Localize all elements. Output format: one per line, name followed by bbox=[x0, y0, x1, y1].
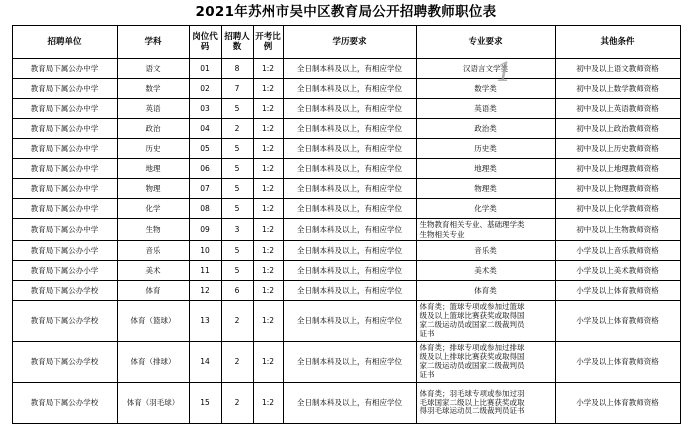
cell-count: 5 bbox=[221, 260, 253, 280]
cell-code: 03 bbox=[189, 99, 221, 119]
cell-education: 全日制本科及以上，有相应学位 bbox=[283, 280, 416, 300]
cell-unit: 教育局下属公办小学 bbox=[12, 260, 117, 280]
cell-other: 小学及以上体育教师资格 bbox=[555, 300, 680, 341]
cell-count: 5 bbox=[221, 99, 253, 119]
cell-other: 初中及以上生物教师资格 bbox=[555, 219, 680, 241]
cell-major: 体育类；篮球专项或参加过篮球 级及以上篮球比赛获奖或取得国 家二级运动员或国家二级裁判员 证书 bbox=[416, 300, 555, 341]
cell-ratio: 1:2 bbox=[253, 139, 283, 159]
table-row bbox=[12, 300, 680, 341]
cell-unit: 教育局下属公办中学 bbox=[12, 59, 117, 79]
cell-major: 生物教育相关专业、基础理学类 生物相关专业 bbox=[416, 219, 555, 241]
cell-ratio: 1:2 bbox=[253, 119, 283, 139]
table-body bbox=[12, 59, 680, 424]
cell-major: 数学类 bbox=[416, 79, 555, 99]
cell-major: 音乐类 bbox=[416, 240, 555, 260]
cell-code: 04 bbox=[189, 119, 221, 139]
cell-other: 小学及以上音乐教师资格 bbox=[555, 240, 680, 260]
table-row bbox=[12, 219, 680, 241]
cell-subject: 物理 bbox=[117, 179, 189, 199]
column-header-education: 学历要求 bbox=[283, 26, 416, 59]
cell-count: 5 bbox=[221, 240, 253, 260]
cell-code: 09 bbox=[189, 219, 221, 241]
cell-subject: 地理 bbox=[117, 159, 189, 179]
cell-education: 全日制本科及以上，有相应学位 bbox=[283, 382, 416, 423]
cell-ratio: 1:2 bbox=[253, 300, 283, 341]
table-row bbox=[12, 260, 680, 280]
cell-subject: 政治 bbox=[117, 119, 189, 139]
cell-ratio: 1:2 bbox=[253, 79, 283, 99]
cell-education: 全日制本科及以上，有相应学位 bbox=[283, 240, 416, 260]
cell-unit: 教育局下属公办中学 bbox=[12, 199, 117, 219]
cell-subject: 美术 bbox=[117, 260, 189, 280]
table-row bbox=[12, 139, 680, 159]
column-header-count: 招聘人数 bbox=[221, 26, 253, 59]
table-row bbox=[12, 119, 680, 139]
cell-education: 全日制本科及以上，有相应学位 bbox=[283, 139, 416, 159]
cell-unit: 教育局下属公办学校 bbox=[12, 300, 117, 341]
cell-unit: 教育局下属公办中学 bbox=[12, 219, 117, 241]
table-row bbox=[12, 79, 680, 99]
cell-unit: 教育局下属公办学校 bbox=[12, 280, 117, 300]
cell-education: 全日制本科及以上，有相应学位 bbox=[283, 59, 416, 79]
cell-code: 06 bbox=[189, 159, 221, 179]
cell-subject: 英语 bbox=[117, 99, 189, 119]
cell-major: 政治类 bbox=[416, 119, 555, 139]
column-header-ratio: 开考比例 bbox=[253, 26, 283, 59]
watermark-number: 1 bbox=[496, 58, 513, 88]
cell-count: 6 bbox=[221, 280, 253, 300]
cell-code: 11 bbox=[189, 260, 221, 280]
cell-subject: 化学 bbox=[117, 199, 189, 219]
cell-subject: 数学 bbox=[117, 79, 189, 99]
cell-count: 2 bbox=[221, 119, 253, 139]
cell-ratio: 1:2 bbox=[253, 240, 283, 260]
cell-code: 12 bbox=[189, 280, 221, 300]
cell-education: 全日制本科及以上，有相应学位 bbox=[283, 79, 416, 99]
cell-major: 物理类 bbox=[416, 179, 555, 199]
cell-unit: 教育局下属公办中学 bbox=[12, 99, 117, 119]
cell-education: 全日制本科及以上，有相应学位 bbox=[283, 159, 416, 179]
cell-unit: 教育局下属公办中学 bbox=[12, 179, 117, 199]
cell-subject: 音乐 bbox=[117, 240, 189, 260]
cell-ratio: 1:2 bbox=[253, 199, 283, 219]
column-header-code: 岗位代码 bbox=[189, 26, 221, 59]
cell-other: 初中及以上物理教师资格 bbox=[555, 179, 680, 199]
recruitment-position-table bbox=[12, 25, 681, 424]
cell-other: 初中及以上语文教师资格 bbox=[555, 59, 680, 79]
cell-ratio: 1:2 bbox=[253, 382, 283, 423]
cell-count: 8 bbox=[221, 59, 253, 79]
cell-unit: 教育局下属公办中学 bbox=[12, 139, 117, 159]
cell-other: 初中及以上政治教师资格 bbox=[555, 119, 680, 139]
cell-education: 全日制本科及以上，有相应学位 bbox=[283, 179, 416, 199]
cell-major: 历史类 bbox=[416, 139, 555, 159]
cell-major: 体育类；排球专项或参加过排球 级及以上排球比赛获奖或取得国 家二级运动员或国家二级裁判员 证书 bbox=[416, 341, 555, 382]
cell-subject: 历史 bbox=[117, 139, 189, 159]
cell-other: 初中及以上化学教师资格 bbox=[555, 199, 680, 219]
cell-major: 地理类 bbox=[416, 159, 555, 179]
cell-major: 美术类 bbox=[416, 260, 555, 280]
table-row bbox=[12, 199, 680, 219]
table-row bbox=[12, 341, 680, 382]
table-header-row bbox=[12, 26, 680, 59]
cell-education: 全日制本科及以上，有相应学位 bbox=[283, 300, 416, 341]
table-row bbox=[12, 179, 680, 199]
cell-count: 2 bbox=[221, 300, 253, 341]
cell-code: 05 bbox=[189, 139, 221, 159]
cell-subject: 生物 bbox=[117, 219, 189, 241]
cell-count: 2 bbox=[221, 382, 253, 423]
cell-ratio: 1:2 bbox=[253, 99, 283, 119]
page-title: 2021年苏州市吴中区教育局公开招聘教师职位表 bbox=[195, 4, 497, 20]
cell-other: 初中及以上历史教师资格 bbox=[555, 139, 680, 159]
cell-count: 7 bbox=[221, 79, 253, 99]
cell-count: 5 bbox=[221, 139, 253, 159]
column-header-other: 其他条件 bbox=[555, 26, 680, 59]
cell-subject: 体育（篮球） bbox=[117, 300, 189, 341]
cell-other: 小学及以上美术教师资格 bbox=[555, 260, 680, 280]
cell-count: 5 bbox=[221, 159, 253, 179]
cell-subject: 体育（排球） bbox=[117, 341, 189, 382]
cell-ratio: 1:2 bbox=[253, 59, 283, 79]
cell-major: 汉语言文学类 bbox=[416, 59, 555, 79]
cell-education: 全日制本科及以上，有相应学位 bbox=[283, 260, 416, 280]
cell-code: 13 bbox=[189, 300, 221, 341]
cell-code: 01 bbox=[189, 59, 221, 79]
cell-ratio: 1:2 bbox=[253, 219, 283, 241]
cell-other: 初中及以上英语教师资格 bbox=[555, 99, 680, 119]
cell-count: 5 bbox=[221, 179, 253, 199]
cell-other: 小学及以上体育教师资格 bbox=[555, 382, 680, 423]
cell-code: 02 bbox=[189, 79, 221, 99]
table-row bbox=[12, 382, 680, 423]
cell-subject: 体育 bbox=[117, 280, 189, 300]
cell-unit: 教育局下属公办中学 bbox=[12, 159, 117, 179]
cell-unit: 教育局下属公办中学 bbox=[12, 79, 117, 99]
cell-unit: 教育局下属公办学校 bbox=[12, 341, 117, 382]
cell-unit: 教育局下属公办学校 bbox=[12, 382, 117, 423]
cell-major: 英语类 bbox=[416, 99, 555, 119]
cell-major: 体育类 bbox=[416, 280, 555, 300]
cell-subject: 语文 bbox=[117, 59, 189, 79]
table-row bbox=[12, 159, 680, 179]
column-header-major: 专业要求 bbox=[416, 26, 555, 59]
table-row bbox=[12, 59, 680, 79]
cell-code: 07 bbox=[189, 179, 221, 199]
cell-count: 5 bbox=[221, 199, 253, 219]
cell-ratio: 1:2 bbox=[253, 280, 283, 300]
cell-major: 化学类 bbox=[416, 199, 555, 219]
table-row bbox=[12, 99, 680, 119]
table-header bbox=[12, 26, 680, 59]
cell-ratio: 1:2 bbox=[253, 341, 283, 382]
table-row bbox=[12, 280, 680, 300]
column-header-subject: 学科 bbox=[117, 26, 189, 59]
cell-ratio: 1:2 bbox=[253, 159, 283, 179]
cell-ratio: 1:2 bbox=[253, 260, 283, 280]
cell-other: 小学及以上体育教师资格 bbox=[555, 280, 680, 300]
cell-major: 体育类；羽毛球专项或参加过羽 毛球国家二级以上比赛获奖或取 得羽毛球运动员二级裁判员证书 bbox=[416, 382, 555, 423]
cell-education: 全日制本科及以上，有相应学位 bbox=[283, 99, 416, 119]
cell-education: 全日制本科及以上，有相应学位 bbox=[283, 199, 416, 219]
cell-education: 全日制本科及以上，有相应学位 bbox=[283, 119, 416, 139]
cell-code: 14 bbox=[189, 341, 221, 382]
cell-unit: 教育局下属公办小学 bbox=[12, 240, 117, 260]
cell-count: 3 bbox=[221, 219, 253, 241]
cell-other: 初中及以上数学教师资格 bbox=[555, 79, 680, 99]
cell-other: 小学及以上体育教师资格 bbox=[555, 341, 680, 382]
cell-education: 全日制本科及以上，有相应学位 bbox=[283, 219, 416, 241]
cell-code: 08 bbox=[189, 199, 221, 219]
column-header-unit: 招聘单位 bbox=[12, 26, 117, 59]
table-row bbox=[12, 240, 680, 260]
cell-education: 全日制本科及以上，有相应学位 bbox=[283, 341, 416, 382]
cell-code: 15 bbox=[189, 382, 221, 423]
cell-other: 初中及以上地理教师资格 bbox=[555, 159, 680, 179]
cell-code: 10 bbox=[189, 240, 221, 260]
cell-subject: 体育（羽毛球） bbox=[117, 382, 189, 423]
cell-unit: 教育局下属公办中学 bbox=[12, 119, 117, 139]
cell-count: 2 bbox=[221, 341, 253, 382]
cell-ratio: 1:2 bbox=[253, 179, 283, 199]
